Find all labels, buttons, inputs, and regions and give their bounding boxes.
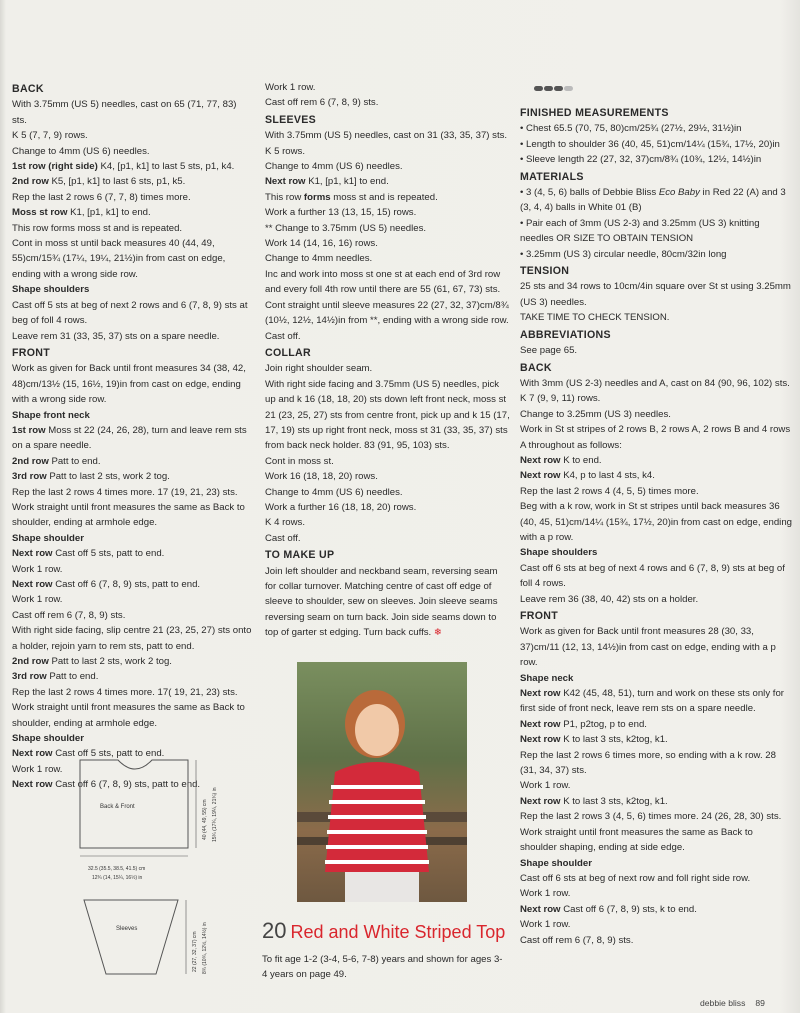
collar-line: Join right shoulder seam. bbox=[265, 363, 373, 375]
trousers bbox=[345, 872, 419, 902]
row-label: 3rd row bbox=[12, 671, 47, 683]
sleeve-line: Change to 4mm needles. bbox=[265, 253, 373, 265]
row-text: Cast off 6 (7, 8, 9) sts, patt to end. bbox=[52, 579, 201, 590]
schematic-diagram bbox=[70, 752, 250, 982]
sleeve-line: With 3.75mm (US 5) needles, cast on 31 (33, 35, 37) sts. bbox=[265, 130, 508, 142]
front-heading: FRONT bbox=[12, 346, 50, 359]
ss-castoff: Cast off rem 6 (7, 8, 9) sts. bbox=[12, 609, 126, 621]
column-left bbox=[12, 80, 254, 793]
pill bbox=[554, 86, 563, 91]
fn-row bbox=[12, 423, 254, 454]
row-1 bbox=[12, 159, 254, 174]
row-text: Patt to last 2 sts, work 2 tog. bbox=[48, 656, 172, 668]
sleeve-line: Cont straight until sleeve measures 22 (27, 32, 37)cm/8¾ (10½, 12½, 14½)in from **, ending with a wrong side row. bbox=[265, 299, 509, 327]
materials-line bbox=[520, 185, 792, 216]
ss2-rep: Rep the last 2 rows 4 times more. 17( 19, 21, 23) sts. bbox=[12, 686, 238, 698]
row-text: Patt to last 2 sts, work 2 tog. bbox=[46, 471, 170, 483]
make-up-heading: TO MAKE UP bbox=[265, 549, 335, 562]
neck-work: Work 1 row. bbox=[520, 780, 571, 792]
row-label: 1st row bbox=[12, 424, 46, 436]
ss2-work: Work straight until front measures the same as Back to shoulder, ending at armhole edge. bbox=[12, 702, 245, 729]
sleeve-line: Work a further 13 (13, 15, 15) rows. bbox=[265, 207, 417, 219]
back-heading: BACK bbox=[520, 361, 552, 374]
row-label: 3rd row bbox=[12, 471, 47, 483]
row-text: Patt to end. bbox=[46, 671, 99, 683]
footer-brand: debbie bliss bbox=[700, 998, 746, 1008]
row-text: Patt to end. bbox=[48, 455, 101, 467]
row-label: Next row bbox=[265, 176, 306, 188]
back-line: Work in St st stripes of 2 rows B, 2 rows A, 2 rows B and 4 rows A throughout as follows: bbox=[520, 424, 791, 451]
shape-shoulders-text: Cast off 5 sts at beg of next 2 rows and 6 (7, 8, 9) sts at beg of foll 4 rows. bbox=[12, 299, 248, 327]
shoulders-line: Cast off 6 sts at beg of next 4 rows and 6 (7, 8, 9) sts at beg of foll 4 rows. bbox=[520, 562, 785, 590]
row-label: Next row bbox=[520, 795, 561, 807]
row-text: Cast off 6 (7, 8, 9) sts, patt to end. bbox=[52, 779, 201, 791]
column-middle bbox=[265, 80, 510, 641]
column-right bbox=[520, 104, 792, 948]
forms-c: moss st and is repeated. bbox=[330, 191, 438, 203]
row-label: Next row bbox=[520, 734, 561, 746]
collar-line: With right side facing and 3.75mm (US 5) needles, pick up and k 16 (18, 18, 20) sts down left front neck, moss st 21 (23, 25, 27) sts from centre front, pick up and k 15 (17, 17, 19) sts up right front neck, moss st 31 (33, 35, 37) sts from back neck holder. 83 (91, 95, 103) sts. bbox=[265, 378, 510, 452]
child-face bbox=[355, 704, 399, 756]
forms-a: This row bbox=[265, 191, 304, 203]
fm-line: • Length to shoulder 36 (40, 45, 51)cm/14¼ (15¾, 17½, 20)in bbox=[520, 138, 780, 150]
sleeve-cm: 22 (27, 32, 37) cm bbox=[192, 931, 198, 972]
row-text: Cast off 6 (7, 8, 9) sts, k to end. bbox=[560, 903, 697, 915]
row-label: 2nd row bbox=[12, 176, 49, 188]
pill bbox=[564, 86, 573, 91]
row-label: Next row bbox=[12, 748, 53, 760]
row-text: K1, [p1, k1] to end. bbox=[67, 207, 151, 219]
sleeve-next-row bbox=[265, 174, 510, 189]
shape-neck-heading: Shape neck bbox=[520, 672, 574, 684]
pattern-title bbox=[262, 918, 505, 944]
neck-work: Work straight until front measures the same as Back to shoulder shaping, ending at side edge. bbox=[520, 826, 753, 854]
ss-row bbox=[12, 546, 254, 561]
finished-heading: FINISHED MEASUREMENTS bbox=[520, 107, 669, 119]
sleeve-line: Inc and work into moss st one st at each end of 3rd row and every foll 4th row until there are 55 (61, 67, 73) sts. bbox=[265, 268, 501, 296]
width-cm: 32.5 (35.5, 38.5, 41.5) cm bbox=[88, 866, 146, 872]
row-text: K1, [p1, k1] to end. bbox=[305, 176, 389, 188]
mat-c: in Red 22 (A) and 3 (3, 4, 4) balls in White 01 (B) bbox=[520, 187, 786, 214]
shoulders-line: Leave rem 36 (38, 40, 42) sts on a holder. bbox=[520, 593, 699, 605]
pill bbox=[544, 86, 553, 91]
collar-line: K 4 rows. bbox=[265, 517, 305, 529]
mat-a: • 3 (4, 5, 6) balls of Debbie Bliss bbox=[520, 187, 659, 199]
shape-shoulder-heading: Shape shoulder bbox=[12, 532, 84, 544]
ss2-row bbox=[12, 669, 254, 684]
fn-work: Work straight until front measures the same as Back to shoulder, ending at armhole edge. bbox=[12, 501, 245, 529]
back-line: Change to 4mm (US 6) needles. bbox=[12, 145, 150, 157]
collar-line: Cast off. bbox=[265, 532, 301, 544]
abbreviations-text: See page 65. bbox=[520, 345, 578, 357]
back-next-row bbox=[520, 468, 792, 483]
ss3-work: Work 1 row. bbox=[12, 763, 63, 775]
front-heading: FRONT bbox=[520, 610, 558, 622]
height-in: 15¾ (17¼, 19¼, 21¾) in bbox=[212, 787, 218, 842]
row-label: Next row bbox=[12, 779, 53, 791]
sleeve-outline bbox=[84, 900, 178, 974]
back-heading: BACK bbox=[12, 83, 44, 95]
mat-yarn: Eco Baby bbox=[658, 187, 700, 199]
row-label: Next row bbox=[520, 903, 561, 915]
row-label: 2nd row bbox=[12, 656, 49, 668]
row-label: 1st row (right side) bbox=[12, 161, 98, 173]
row-text: K to end. bbox=[560, 454, 602, 466]
ss-work: Work 1 row. bbox=[12, 594, 63, 606]
page-number: 89 bbox=[755, 998, 765, 1008]
row-text: K to last 3 sts, k2tog, k1. bbox=[560, 795, 668, 807]
castoff: Cast off rem 6 (7, 8, 9) sts. bbox=[265, 97, 379, 109]
row-text: Moss st 22 (24, 26, 28), turn and leave rem sts on a spare needle. bbox=[12, 424, 247, 452]
sleeves-heading: SLEEVES bbox=[265, 113, 316, 126]
neck-row bbox=[520, 686, 792, 717]
sleeve-forms bbox=[265, 190, 510, 205]
page-footer bbox=[700, 998, 765, 1008]
shoulder-line: Work 1 row. bbox=[520, 919, 571, 931]
pattern-name: Red and White Striped Top bbox=[290, 922, 506, 942]
back-line: Beg with a k row, work in St st stripes until back measures 36 (40, 45, 51)cm/14¼ (15¾, 17½, 20)in from cast on edge, ending with a p row. bbox=[520, 501, 792, 543]
sleeve-line: K 5 rows. bbox=[265, 145, 305, 157]
sleeve-line: Change to 4mm (US 6) needles. bbox=[265, 161, 403, 173]
row-label: Next row bbox=[520, 688, 561, 700]
snowflake-icon: ❄ bbox=[433, 627, 442, 639]
row-text: K4, p to last 4 sts, k4. bbox=[560, 470, 655, 482]
rating-pills bbox=[534, 86, 573, 91]
forms-text: This row forms moss st and is repeated. bbox=[12, 222, 183, 234]
fm-line: • Sleeve length 22 (27, 32, 37)cm/8¾ (10¾, 12½, 14½)in bbox=[520, 154, 762, 166]
sleeve-line: Work 14 (14, 16, 16) rows. bbox=[265, 238, 378, 250]
leave-text: Leave rem 31 (33, 35, 37) sts on a spare needle. bbox=[12, 330, 220, 342]
sleeves-label: Sleeves bbox=[116, 926, 138, 932]
tension-text: 25 sts and 34 rows to 10cm/4in square over St st using 3.25mm (US 3) needles. bbox=[520, 281, 791, 308]
collar-line: Work a further 16 (18, 18, 20) rows. bbox=[265, 501, 417, 513]
shoulder-next-row bbox=[520, 902, 792, 917]
back-front-label: Back & Front bbox=[100, 804, 135, 810]
abbreviations-heading: ABBREVIATIONS bbox=[520, 328, 611, 341]
moss-row bbox=[12, 205, 254, 220]
tension-heading: TENSION bbox=[520, 265, 570, 278]
row-label: Next row bbox=[12, 579, 53, 590]
width-in: 12¾ (14, 15¼, 16½) in bbox=[92, 875, 143, 881]
front-line: Work as given for Back until front measures 28 (30, 33, 37)cm/11 (12, 13, 14½)in from cast on edge, ending with a p row. bbox=[520, 626, 776, 669]
row-label: Next row bbox=[520, 454, 561, 466]
shape-shoulders-heading: Shape shoulders bbox=[520, 547, 598, 559]
shoulder-line: Cast off rem 6 (7, 8, 9) sts. bbox=[520, 934, 634, 946]
sleeve-line: ** Change to 3.75mm (US 5) needles. bbox=[265, 222, 427, 234]
shoulder-line: Cast off 6 sts at beg of next row and foll right side row. bbox=[520, 872, 751, 884]
photo-illustration bbox=[297, 662, 467, 902]
back-line: With 3.75mm (US 5) needles, cast on 65 (71, 77, 83) sts. bbox=[12, 99, 237, 126]
neck-row bbox=[520, 794, 792, 809]
row-label: 2nd row bbox=[12, 455, 49, 467]
repeat-text: Rep the last 2 rows 6 (7, 7, 8) times more. bbox=[12, 191, 191, 203]
back-line: K 5 (7, 7, 9) rows. bbox=[12, 130, 88, 142]
collar-line: Work 16 (18, 18, 20) rows. bbox=[265, 471, 378, 483]
back-line: Rep the last 2 rows 4 (4, 5, 5) times more. bbox=[520, 485, 699, 497]
row-text: P1, p2tog, p to end. bbox=[560, 718, 647, 730]
row-label: Next row bbox=[520, 718, 561, 730]
tension-take: TAKE TIME TO CHECK TENSION. bbox=[520, 312, 670, 324]
forms-b: forms bbox=[303, 191, 331, 203]
shoulder-line: Work 1 row. bbox=[520, 888, 571, 900]
work-row: Work 1 row. bbox=[265, 82, 316, 93]
pattern-fit: To fit age 1-2 (3-4, 5-6, 7-8) years and shown for ages 3-4 years on page 49. bbox=[262, 954, 503, 980]
collar-line: Cont in moss st. bbox=[265, 455, 334, 467]
make-up-body: Join left shoulder and neckband seam, reversing seam for collar turnover. Matching centre of cast off edge of sleeve to shoulder, sew on sleeves. Join sleeve seams reversing seam on turn back. Join side seams down to top of garter st edging. Turn back cuffs. bbox=[265, 565, 498, 639]
back-line: With 3mm (US 2-3) needles and A, cast on 84 (90, 96, 102) sts. bbox=[520, 377, 790, 389]
back-line: Change to 3.25mm (US 3) needles. bbox=[520, 408, 671, 420]
row-text: K42 (45, 48, 51), turn and work on these sts only for first side of front neck, leave rem sts on a spare needle. bbox=[520, 688, 784, 715]
row-label: Moss st row bbox=[12, 207, 68, 219]
fm-line: • Chest 65.5 (70, 75, 80)cm/25¾ (27½, 29½, 31½)in bbox=[520, 123, 742, 135]
height-cm: 40 (44, 49, 55) cm bbox=[202, 799, 208, 840]
neck-row bbox=[520, 732, 792, 747]
row-label: Next row bbox=[12, 548, 53, 560]
cont-text: Cont in moss st until back measures 40 (44, 49, 55)cm/15¾ (17¼, 19¼, 21½)in from cast on edge, ending with a wrong side row. bbox=[12, 238, 226, 280]
shape-shoulders-heading: Shape shoulders bbox=[12, 284, 90, 296]
ss-with-left: With right side facing, slip centre 21 (23, 25, 27) sts onto a holder, rejoin yarn to rem sts, patt to end. bbox=[12, 625, 252, 652]
row-text: Cast off 5 sts, patt to end. bbox=[52, 748, 165, 760]
row-text: K5, [p1, k1] to last 6 sts, p1, k5. bbox=[48, 176, 186, 188]
collar-line: Change to 4mm (US 6) needles. bbox=[265, 486, 403, 498]
row-text: K to last 3 sts, k2tog, k1. bbox=[560, 734, 668, 746]
front-text: Work as given for Back until front measures 34 (38, 42, 48)cm/13½ (15, 16½, 19)in from cast on edge, ending with a wrong side row. bbox=[12, 363, 246, 406]
shape-front-neck-heading: Shape front neck bbox=[12, 409, 90, 421]
fn-rep: Rep the last 2 rows 4 times more. 17 (19, 21, 23) sts. bbox=[12, 486, 238, 498]
make-up-text bbox=[265, 564, 510, 641]
row-text: Cast off 5 sts, patt to end. bbox=[52, 548, 165, 560]
neck-row bbox=[520, 717, 792, 732]
row-text: K4, [p1, k1] to last 5 sts, p1, k4. bbox=[97, 161, 235, 173]
row-2 bbox=[12, 174, 254, 189]
materials-heading: MATERIALS bbox=[520, 170, 584, 183]
neck-rep: Rep the last 2 rows 3 (4, 5, 6) times more. 24 (26, 28, 30) sts. bbox=[520, 811, 782, 823]
materials-line: • Pair each of 3mm (US 2-3) and 3.25mm (US 3) knitting needles OR SIZE TO OBTAIN TENSION bbox=[520, 217, 760, 245]
materials-line: • 3.25mm (US 3) circular needle, 80cm/32in long bbox=[520, 248, 727, 260]
ss-work: Work 1 row. bbox=[12, 563, 63, 575]
row-label: Next row bbox=[520, 470, 561, 482]
back-next-row bbox=[520, 453, 792, 468]
neck-rep: Rep the last 2 rows 6 times more, so ending with a k row. 28 (31, 34, 37) sts. bbox=[520, 749, 776, 777]
sleeve-in: 8¾ (10¾, 12½, 14½) in bbox=[202, 922, 208, 974]
fn-row bbox=[12, 469, 254, 484]
ss2-row bbox=[12, 654, 254, 669]
shape-shoulder-heading: Shape shoulder bbox=[520, 857, 592, 869]
shape-shoulder-heading-2: Shape shoulder bbox=[12, 733, 84, 745]
pattern-photo bbox=[297, 662, 467, 902]
back-line: K 7 (9, 9, 11) rows. bbox=[520, 393, 601, 405]
ss-row bbox=[12, 577, 254, 592]
sleeve-line: Cast off. bbox=[265, 330, 301, 342]
collar-heading: COLLAR bbox=[265, 346, 311, 359]
pill bbox=[534, 86, 543, 91]
fn-row bbox=[12, 454, 254, 469]
pattern-number: 20 bbox=[262, 918, 287, 943]
